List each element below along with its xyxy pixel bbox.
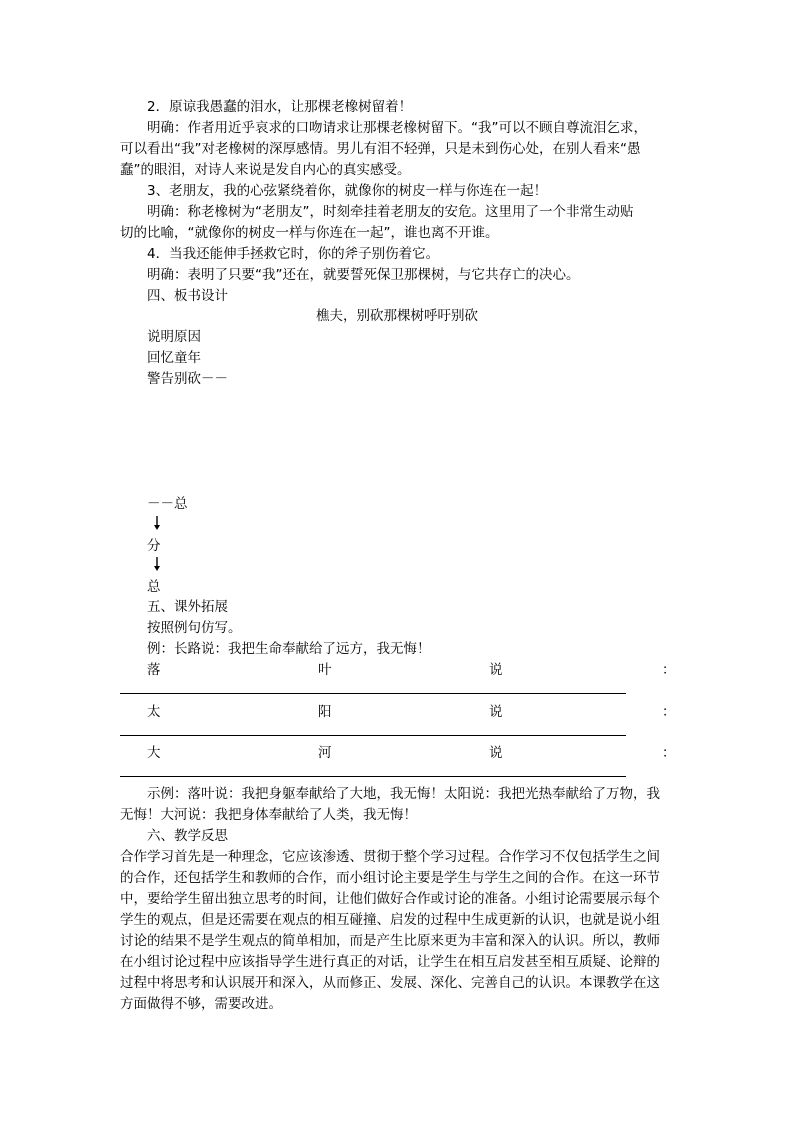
q2-title: 2．原谅我愚蠢的泪水，让那棵老橡树留着！ bbox=[147, 99, 413, 115]
extend-sample-line-2: 无悔！大河说：我把身体奉献给了人类，我无悔！ bbox=[120, 807, 417, 823]
q2-answer-line-2: 可以看出“我”对老橡树的深厚感情。男儿有泪不轻弹，只是未到伤心处，在别人看来“愚 bbox=[120, 141, 641, 157]
q4-title: 4．当我还能伸手拯救它时，你的斧子别伤着它。 bbox=[147, 246, 440, 262]
reflect-line-5: 讨论的结果不是学生观点的简单相加，而是产生比原来更为丰富和深入的认识。所以，教师 bbox=[120, 933, 660, 949]
blank-line-3 bbox=[120, 776, 626, 777]
reflect-line-3: 中，要给学生留出独立思考的时间，让他们做好合作或讨论的准备。小组讨论需要展示每个 bbox=[120, 891, 660, 907]
reflect-line-6: 在小组讨论过程中应该指导学生进行真正的对话，让学生在相互启发甚至相互质疑、论辩的 bbox=[120, 954, 660, 970]
reflect-line-8: 方面做得不够，需要改进。 bbox=[120, 996, 282, 1012]
extend-heading: 五、课外拓展 bbox=[147, 599, 228, 615]
board-item-1: 说明原因 bbox=[147, 329, 201, 345]
blank-row-2-colon: ： bbox=[662, 704, 676, 720]
blank-row-3-colon: ： bbox=[662, 745, 676, 761]
blank-row-3-char-2: 河 bbox=[318, 745, 332, 761]
blank-row-1-colon: ： bbox=[662, 662, 676, 678]
board-item-2: 回忆童年 bbox=[147, 350, 201, 366]
blank-row-3-char-1: 大 bbox=[147, 745, 161, 761]
blank-row-1-char-3: 说 bbox=[489, 662, 503, 678]
blank-row-1-char-2: 叶 bbox=[318, 662, 332, 678]
reflect-heading: 六、教学反思 bbox=[147, 828, 228, 844]
blank-line-2 bbox=[120, 735, 626, 736]
board-flow-total: 总 bbox=[147, 579, 161, 595]
reflect-line-7: 过程中将思考和认识展开和深入，从而修正、发展、深化、完善自己的认识。本课教学在这 bbox=[120, 975, 660, 991]
board-title: 樵夫，别砍那棵树呼吁别砍 bbox=[316, 308, 478, 324]
blank-row-2-char-2: 阳 bbox=[318, 704, 332, 720]
q2-answer-line-1: 明确：作者用近乎哀求的口吻请求让那棵老橡树留下。“我”可以不顾自尊流泪乞求， bbox=[147, 120, 647, 136]
down-arrow-icon bbox=[152, 557, 162, 571]
q3-answer-line-2: 切的比喻，“就像你的树皮一样与你连在一起”，谁也离不开谁。 bbox=[120, 225, 499, 241]
reflect-line-1: 合作学习首先是一种理念，它应该渗透、贯彻于整个学习过程。合作学习不仅包括学生之间 bbox=[120, 849, 660, 865]
down-arrow-icon bbox=[152, 516, 162, 530]
extend-example: 例：长路说：我把生命奉献给了远方，我无悔！ bbox=[147, 641, 431, 657]
extend-instruction: 按照例句仿写。 bbox=[147, 620, 242, 636]
q4-answer-line-1: 明确：表明了只要“我”还在，就要誓死保卫那棵树，与它共存亡的决心。 bbox=[147, 267, 580, 283]
reflect-line-2: 的合作，还包括学生和教师的合作，而小组讨论主要是学生与学生之间的合作。在这一环节 bbox=[120, 870, 660, 886]
extend-sample-line-1: 示例：落叶说：我把身躯奉献给了大地，我无悔！太阳说：我把光热奉献给了万物，我 bbox=[147, 786, 660, 802]
board-item-3: 警告别砍－－ bbox=[147, 371, 228, 387]
reflect-line-4: 学生的观点，但是还需要在观点的相互碰撞、启发的过程中生成更新的认识，也就是说小组 bbox=[120, 912, 660, 928]
board-flow-part: 分 bbox=[147, 538, 161, 554]
board-heading: 四、板书设计 bbox=[147, 288, 228, 304]
blank-row-2-char-1: 太 bbox=[147, 704, 161, 720]
blank-row-3-char-3: 说 bbox=[489, 745, 503, 761]
q2-answer-line-3: 蠢”的眼泪，对诗人来说是发自内心的真实感受。 bbox=[120, 162, 411, 178]
board-flow-summary: －－总 bbox=[147, 496, 188, 512]
blank-row-2-char-3: 说 bbox=[489, 704, 503, 720]
blank-line-1 bbox=[120, 693, 626, 694]
blank-row-1-char-1: 落 bbox=[147, 662, 161, 678]
q3-title: 3、老朋友，我的心弦紧绕着你，就像你的树皮一样与你连在一起！ bbox=[147, 183, 548, 199]
q3-answer-line-1: 明确：称老橡树为“老朋友”，时刻牵挂着老朋友的安危。这里用了一个非常生动贴 bbox=[147, 204, 634, 220]
